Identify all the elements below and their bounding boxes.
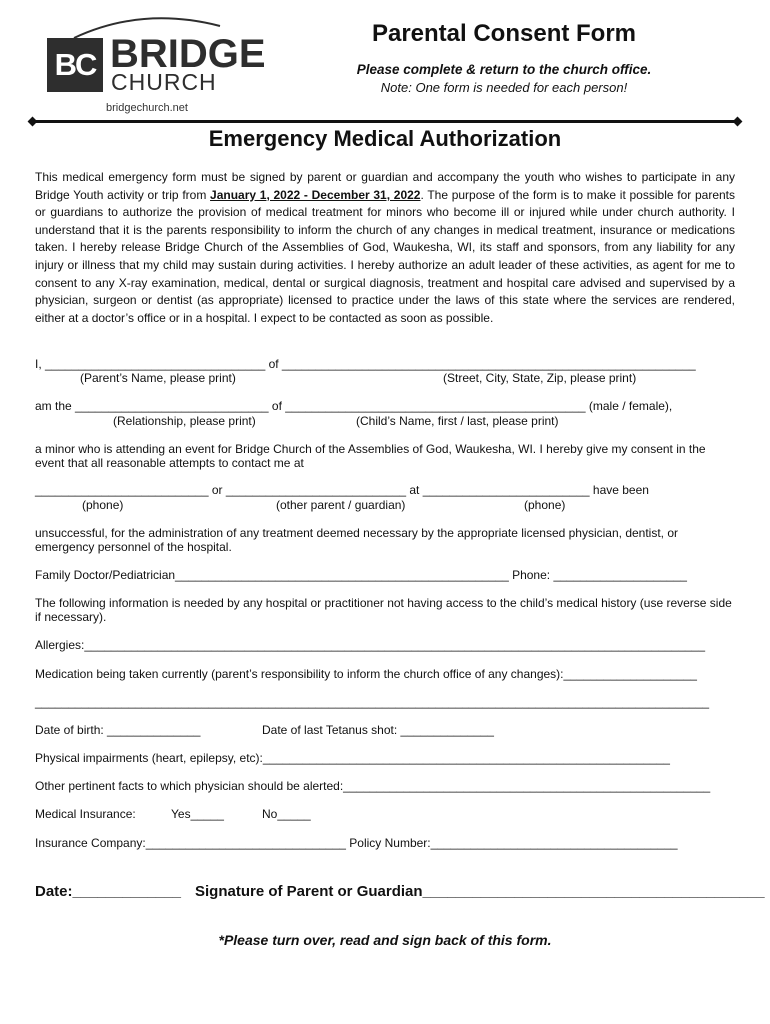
address-caption: (Street, City, State, Zip, please print)	[443, 371, 637, 385]
divider-rule	[32, 120, 738, 123]
parent-signature-field[interactable]: Signature of Parent or Guardian_________________________________________	[195, 883, 765, 900]
form-note: Note: One form is needed for each person!	[380, 80, 628, 95]
insurance-no-field[interactable]: No_____	[262, 807, 311, 821]
allergies-field[interactable]: Allergies:_____________________________________________________________________________________________	[35, 638, 706, 652]
form-subtitle: Please complete & return to the church office.	[356, 62, 652, 77]
other-parent-caption: (other parent / guardian)	[276, 498, 406, 512]
phone-caption-2: (phone)	[524, 498, 566, 512]
date-signature-field[interactable]: Date:_____________	[35, 883, 181, 900]
divider-end-left	[28, 117, 38, 127]
dob-field[interactable]: Date of birth: ______________	[35, 723, 201, 737]
medication-continued-field[interactable]: _____________________________________________________________________________________________________	[35, 695, 710, 709]
child-name-caption: (Child’s Name, first / last, please print)	[356, 414, 559, 428]
minor-paragraph: a minor who is attending an event for Bridge Church of the Assemblies of God, Waukesha, WI. I hereby give my consent in the event that all reasonable attempts to contact me at	[35, 442, 706, 470]
parent-address-line[interactable]: I, _________________________________ of ______________________________________________________________	[35, 357, 696, 371]
unsuccessful-paragraph: unsuccessful, for the administration of any treatment deemed necessary by the appropriate licensed physician, dentist, or emergency personnel of the hospital.	[35, 526, 679, 554]
doctor-phone-field[interactable]: Family Doctor/Pediatrician__________________________________________________ Phone: ____________________	[35, 568, 687, 582]
phone-caption-1: (phone)	[82, 498, 124, 512]
divider-end-right	[733, 117, 743, 127]
insurance-label: Medical Insurance:	[35, 807, 136, 821]
logo-mark: BC	[47, 38, 103, 92]
contact-phones-line[interactable]: __________________________ or ___________________________ at _________________________ have been	[35, 483, 649, 497]
parent-name-caption: (Parent’s Name, please print)	[80, 371, 236, 385]
footer-note: *Please turn over, read and sign back of this form.	[218, 932, 552, 948]
date-range: January 1, 2022 - December 31, 2022	[210, 187, 421, 202]
section-heading: Emergency Medical Authorization	[208, 126, 562, 151]
intro-paragraph: This medical emergency form must be signed by parent or guardian and accompany the youth who wishes to participate in any Bridge Youth activity or trip from January 1, 2022 - December 31, 2022. The purpose of the form is to make it possible for parents or guardians to authorize the provision of medical treatment for minors who become ill or injured while under church authority. I understand that it is the parents responsibility to inform the church of any changes in medical treatment, insurance or medications taken. I hereby release Bridge Church of the Assemblies of God, Waukesha, WI, its staff and sponsors, from any liability for any injury or illness that my child may sustain during activities. I hereby authorize an adult leader of these activities, as agent for me to consent to any X-ray examination, medical, dental or surgical diagnosis, treatment and hospital care advised and supervised by a physician, surgeon or dentist (as appropriate) licensed to practice under the laws of this state where the services are rendered, either at a doctor’s office or in a hospital. I expect to be contacted as soon as possible.	[35, 170, 736, 325]
insurance-company-field[interactable]: Insurance Company:______________________________ Policy Number:_____________________________________	[35, 836, 678, 850]
medication-field[interactable]: Medication being taken currently (parent’s responsibility to inform the church office of any changes):____________________	[35, 667, 697, 681]
tetanus-field[interactable]: Date of last Tetanus shot: ______________	[262, 723, 494, 737]
relationship-caption: (Relationship, please print)	[113, 414, 256, 428]
logo-name: BRIDGE	[110, 32, 266, 76]
relationship-child-line[interactable]: am the _____________________________ of _____________________________________________ (male / female),	[35, 399, 673, 413]
logo-url: bridgechurch.net	[106, 102, 188, 114]
info-paragraph: The following information is needed by any hospital or practitioner not having access to the child’s medical history (use reverse side if necessary).	[35, 596, 732, 624]
insurance-yes-field[interactable]: Yes_____	[171, 807, 224, 821]
logo-subname: CHURCH	[111, 69, 217, 95]
pertinent-facts-field[interactable]: Other pertinent facts to which physician should be alerted:_______________________________________________________	[35, 779, 711, 793]
form-title: Parental Consent Form	[371, 20, 637, 47]
impairments-field[interactable]: Physical impairments (heart, epilepsy, etc):_____________________________________________________________	[35, 751, 670, 765]
